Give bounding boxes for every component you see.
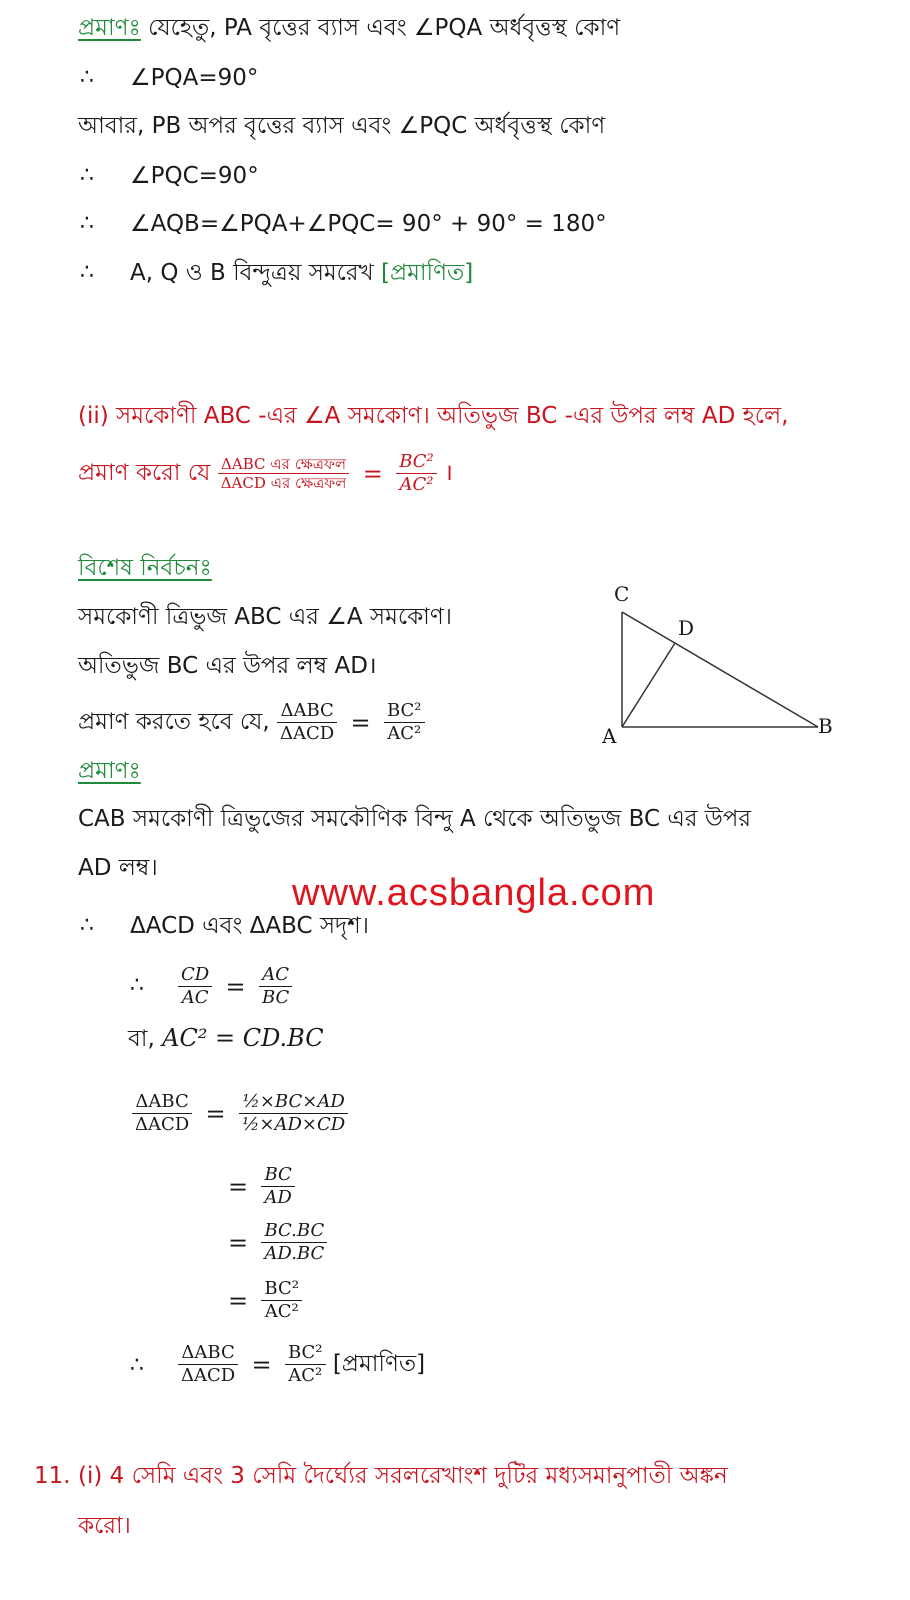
simplify-step2 [228,1214,327,1271]
proof1-step4 [130,257,473,289]
fraction-numerator: AC [259,964,292,987]
or-equation: AC² = CD.BC [162,1024,324,1052]
fraction-numerator: ΔABC [277,700,336,723]
vertex-label-b: B [818,714,833,738]
therefore-symbol: ∴ [80,913,94,938]
fraction-denominator: BC [261,987,290,1008]
proof1-text1: যেহেতু, PA বৃত্তের ব্যাস এবং ∠PQA অর্ধবৃত্তস্থ কোণ [148,15,621,41]
area-ratio-line [132,1078,348,1149]
equals-sign: = [205,1099,226,1128]
proof1-step1: ∠PQA=90° [130,65,259,91]
or-line [128,1022,324,1055]
triangle-diagram [590,575,850,755]
fraction-numerator: ΔABC [178,1342,237,1365]
therefore-symbol: ∴ [80,163,94,188]
proof1-line1 [78,12,620,44]
simplify-step3 [228,1272,302,1329]
vertex-label-a: A [602,724,617,748]
equals-sign: = [228,1286,249,1315]
proof1-step3: ∠AQB=∠PQA+∠PQC= 90° + 90° = 180° [130,211,607,237]
fraction-numerator: ΔABC এর ক্ষেত্রফল [218,455,349,474]
fraction-denominator: ½×AD×CD [241,1114,346,1135]
proof2-line1: CAB সমকোণী ত্রিভুজের সমকৌণিক বিন্দু A থেকে অতিভুজ BC এর উপর [78,806,752,832]
question2-line2 [78,448,453,499]
fraction-denominator: AC [181,987,209,1008]
equals-sign: = [251,1350,272,1379]
fraction-numerator: CD [178,964,212,987]
proof1-line2: আবার, PB অপর বৃত্তের ব্যাস এবং ∠PQC অর্ধবৃত্তস্থ কোণ [78,113,606,139]
question3-line2: করো। [78,1513,131,1539]
altitude-ad [622,643,675,727]
fraction-denominator: AC² [387,723,422,744]
special-label: বিশেষ নির্বচনঃ [78,555,212,581]
final-lhs [178,1342,238,1387]
special-line3 [78,694,425,751]
question2-fraction [218,455,350,492]
fraction-denominator: AD [264,1187,292,1208]
equals-sign: = [362,459,383,488]
step2-fraction [261,1220,327,1265]
special-line1: সমকোণী ত্রিভুজ ABC এর ∠A সমকোণ। [78,604,452,630]
fraction-numerator: BC² [384,700,425,723]
fraction-numerator: BC² [285,1342,326,1365]
fraction-denominator: ΔACD [181,1365,236,1386]
proof1-step4-text: A, Q ও B বিন্দুত্রয় সমরেখ [130,260,374,286]
special-line2: অতিভুজ BC এর উপর লম্ব AD। [78,653,377,679]
or-prefix: বা, [128,1026,155,1052]
therefore-symbol: ∴ [80,211,94,236]
fraction-numerator: ΔABC [132,1091,191,1114]
special-rhs-fraction [384,700,425,745]
therefore-symbol: ∴ [80,65,94,90]
fraction-numerator: ½×BC×AD [239,1091,347,1114]
fraction-denominator: ΔACD এর ক্ষেত্রফল [220,474,347,492]
question3-line1: (i) 4 সেমি এবং 3 সেমি দৈর্ঘ্যের সরলরেখাংশ দুটির মধ্যসমানুপাতী অঙ্কন [78,1463,728,1489]
fraction-numerator: BC² [396,451,437,474]
equals-sign: = [350,708,371,737]
equals-sign: = [228,1172,249,1201]
question2-prefix: প্রমাণ করো যে [78,460,211,486]
fraction-denominator: AD.BC [264,1243,325,1264]
ratio-line [178,956,292,1017]
special-lhs-fraction [277,700,337,745]
proved-tag: [প্রমাণিত] [380,260,474,286]
question2-rhs-fraction [396,451,437,496]
watermark: www.acsbangla.com [292,872,656,914]
proved-tag: [প্রমাণিত] [332,1351,426,1377]
therefore-symbol: ∴ [130,973,144,998]
fraction-denominator: ΔACD [135,1114,190,1135]
question3-number: 11. [34,1463,71,1489]
area-lhs [132,1091,192,1136]
therefore-symbol: ∴ [130,1353,144,1378]
final-line [178,1334,425,1395]
fraction-denominator: AC² [264,1301,299,1322]
fraction-denominator: AC² [288,1365,323,1386]
step3-fraction [261,1278,302,1323]
area-rhs [239,1091,348,1136]
proof1-step2: ∠PQC=90° [130,163,259,189]
ratio-rhs [259,964,292,1009]
proof2-label: প্রমাণঃ [78,758,141,784]
fraction-numerator: BC.BC [261,1220,327,1243]
question2-end: । [444,460,453,486]
therefore-symbol: ∴ [80,260,94,285]
simplify-step1 [228,1158,295,1215]
question2-line1: (ii) সমকোণী ABC -এর ∠A সমকোণ। অতিভুজ BC -এর উপর লম্ব AD হলে, [78,403,789,429]
final-rhs [285,1342,326,1387]
step1-fraction [261,1164,294,1209]
fraction-denominator: ΔACD [280,723,335,744]
fraction-numerator: BC² [261,1278,302,1301]
vertex-label-c: C [614,582,630,606]
equals-sign: = [228,1228,249,1257]
proof2-line3: ΔACD এবং ΔABC সদৃশ। [130,913,369,939]
special-line3-prefix: প্রমাণ করতে হবে যে, [78,709,270,735]
proof-label: প্রমাণঃ [78,15,141,41]
equals-sign: = [225,972,246,1001]
proof2-line2: AD লম্ব। [78,855,158,881]
fraction-numerator: BC [261,1164,294,1187]
fraction-denominator: AC² [399,474,434,495]
vertex-label-d: D [678,616,695,640]
side-cb [622,612,818,727]
ratio-lhs [178,964,212,1009]
